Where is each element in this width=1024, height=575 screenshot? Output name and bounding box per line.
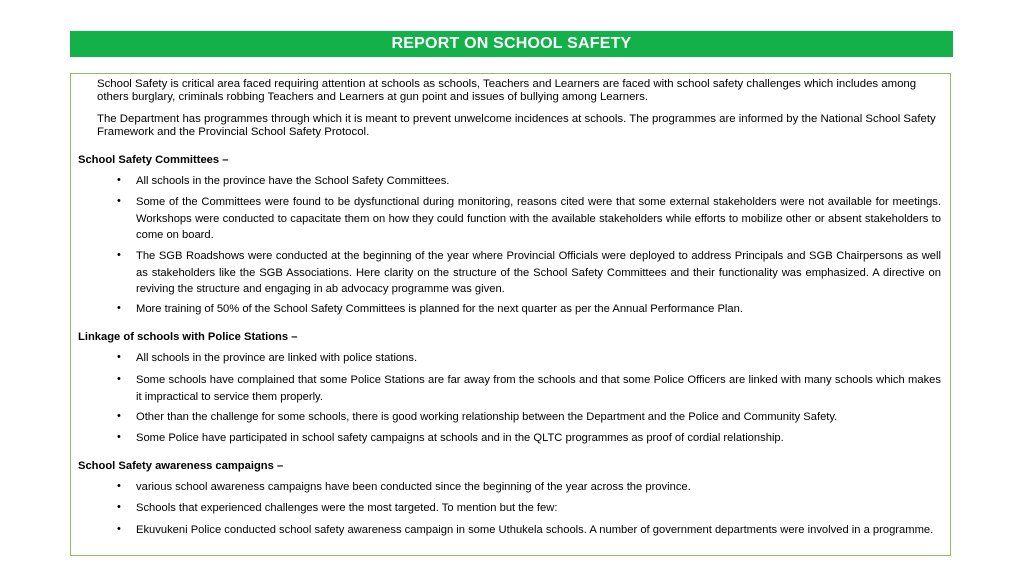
bullet-icon: •	[117, 523, 121, 535]
bullet-icon: •	[117, 501, 121, 513]
intro-paragraph: School Safety is critical area faced requiring attention at schools as schools, Teachers and Learners are faced with school safety challenges which includes among others burglary, criminals robbing Teachers and Learners at gun point and issues of bullying among Learners.	[97, 78, 917, 103]
list-item: • Some schools have complained that some Police Stations are far away from the schools and that some Police Officers are linked with many schools which makes it impractical to service them properly.	[117, 373, 941, 403]
list-item: • The SGB Roadshows were conducted at the beginning of the year where Provincial Officials were deployed to address Principals and SGB Chairpersons as well as stakeholders like the SGB Associations. Here clarity on the structure of the School Safety Committees and their functionality was emphasized. A directive on reviving the structure and engaging in ab advocacy programme was given.	[117, 249, 941, 295]
report-title: REPORT ON SCHOOL SAFETY	[70, 31, 953, 57]
list-item: • various school awareness campaigns have been conducted since the beginning of the year across the province.	[117, 480, 691, 493]
bullet-icon: •	[117, 351, 121, 363]
list-item: • All schools in the province are linked with police stations.	[117, 351, 418, 364]
bullet-icon: •	[117, 174, 121, 186]
bullet-icon: •	[117, 195, 121, 207]
bullet-icon: •	[117, 302, 121, 314]
bullet-icon: •	[117, 480, 121, 492]
list-item: • More training of 50% of the School Safety Committees is planned for the next quarter as per the Annual Performance Plan.	[117, 302, 743, 315]
bullet-icon: •	[117, 431, 121, 443]
list-item: • Some Police have participated in school safety campaigns at schools and in the QLTC programmes as proof of cordial relationship.	[117, 431, 784, 444]
bullet-icon: •	[117, 373, 121, 385]
list-item: • Some of the Committees were found to be dysfunctional during monitoring, reasons cited were that some external stakeholders were not available for meetings. Workshops were conducted to capacitate them on how they could function with the available stakeholders while efforts to mobilize other or absent stakeholders to come on board.	[117, 195, 941, 241]
list-item: • Schools that experienced challenges were the most targeted. To mention but the few:	[117, 501, 558, 514]
report-body	[70, 73, 951, 556]
section-heading-committees: School Safety Committees –	[78, 154, 229, 166]
bullet-icon: •	[117, 410, 121, 422]
intro-paragraph: The Department has programmes through which it is meant to prevent unwelcome incidences at schools. The programmes are informed by the National School Safety Framework and the Provincial School Safety Protocol.	[97, 113, 936, 138]
section-heading-police-linkage: Linkage of schools with Police Stations –	[78, 331, 298, 343]
list-item: • Other than the challenge for some schools, there is good working relationship between the Department and the Police and Community Safety.	[117, 410, 838, 423]
section-heading-awareness: School Safety awareness campaigns –	[78, 460, 284, 472]
list-item: • Ekuvukeni Police conducted school safety awareness campaign in some Uthukela schools. A number of government departments were involved in a programme.	[117, 523, 934, 536]
list-item: • All schools in the province have the School Safety Committees.	[117, 174, 450, 187]
bullet-icon: •	[117, 249, 121, 261]
